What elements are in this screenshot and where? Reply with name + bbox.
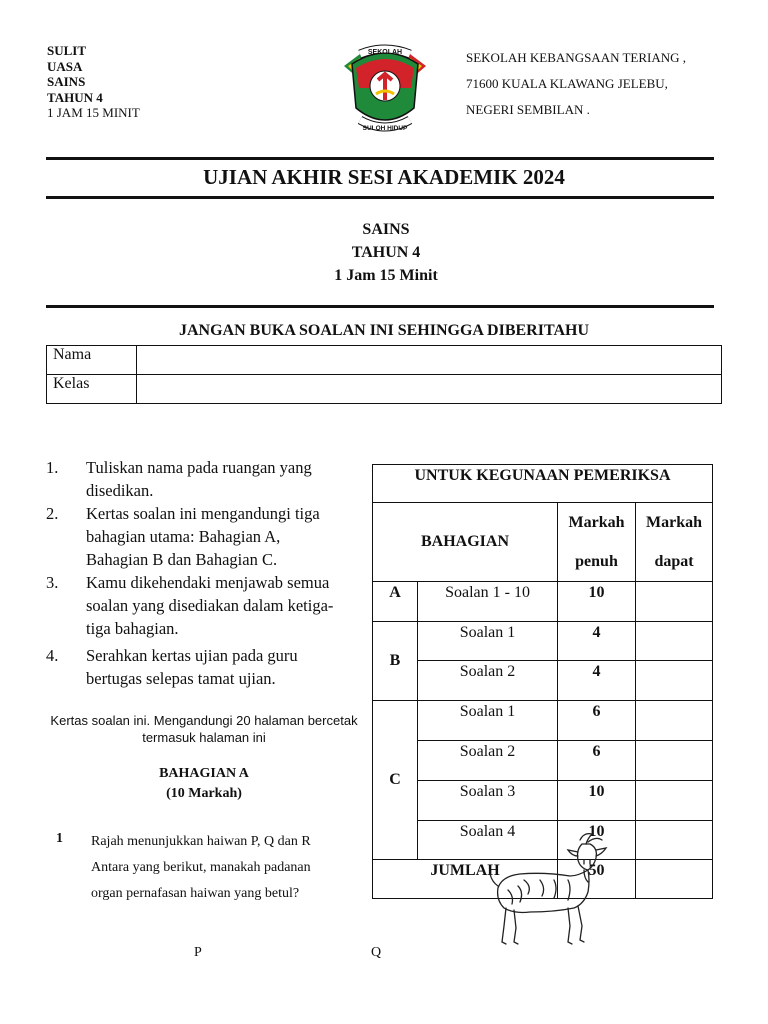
school-state: NEGERI SEMBILAN .	[466, 102, 590, 117]
label-p: P	[194, 945, 202, 960]
marks-table-title: UNTUK KEGUNAAN PEMERIKSA	[373, 465, 713, 503]
obtained-mark-field[interactable]	[636, 582, 713, 622]
instruction-item	[46, 502, 346, 571]
instruction-number: 1.	[46, 458, 59, 477]
question-label: Soalan 2	[418, 661, 558, 701]
question-line: organ pernafasan haiwan yang betul?	[91, 886, 300, 901]
question-label: Soalan 1 - 10	[418, 582, 558, 622]
full-mark: 4	[558, 622, 636, 661]
instruction-item	[46, 571, 346, 640]
full-mark: 10	[558, 582, 636, 622]
rule-title-bottom	[46, 196, 714, 199]
header-duration: 1 JAM 15 MINIT	[47, 105, 140, 120]
logo-bottom-text: SULOH HIDUP	[362, 125, 408, 132]
class-field[interactable]	[137, 375, 722, 404]
school-postcode: 71600 KUALA KLAWANG JELEBU,	[466, 76, 668, 91]
school-name: SEKOLAH KEBANGSAAN TERIANG ,	[466, 50, 687, 65]
logo-top-text: SEKOLAH	[367, 49, 403, 56]
obtained-mark-field[interactable]	[636, 781, 713, 821]
header-left	[47, 43, 140, 121]
name-label: Nama	[47, 346, 137, 375]
col-got-header	[636, 503, 713, 582]
instruction-number: 4.	[46, 646, 59, 665]
section-a-label: A	[373, 582, 418, 622]
instruction-item	[46, 456, 346, 502]
header-sulit: SULIT	[47, 43, 87, 58]
rule-subject-bottom	[46, 305, 714, 308]
col-full-header-line: penuh	[575, 553, 618, 570]
section-marks: (10 Markah)	[166, 786, 242, 801]
section-c-label: C	[373, 701, 418, 860]
obtained-mark-field[interactable]	[636, 622, 713, 661]
col-full-header	[558, 503, 636, 582]
full-mark: 10	[558, 781, 636, 821]
question-text	[91, 829, 351, 907]
instruction-text: Tuliskan nama pada ruangan yang disedikan.	[86, 458, 312, 500]
question-label: Soalan 1	[418, 622, 558, 661]
full-mark: 6	[558, 741, 636, 781]
section-title: BAHAGIAN A	[159, 766, 249, 781]
name-field[interactable]	[137, 346, 722, 375]
instruction-text: Serahkan kertas ujian pada guru bertugas selepas tamat ujian.	[86, 646, 298, 688]
subject-year: TAHUN 4	[351, 244, 421, 261]
question-label: Soalan 2	[418, 741, 558, 781]
question-line: Rajah menunjukkan haiwan P, Q dan R	[91, 834, 311, 849]
question-label: Soalan 1	[418, 701, 558, 741]
warning-text: JANGAN BUKA SOALAN INI SEHINGGA DIBERITAHU	[179, 322, 589, 339]
col-section-header: BAHAGIAN	[373, 503, 558, 582]
question-line: Antara yang berikut, manakah padanan	[91, 860, 311, 875]
header-year: TAHUN 4	[47, 89, 103, 105]
total-mark: 50	[558, 860, 636, 899]
school-address	[466, 45, 686, 123]
question-label: Soalan 3	[418, 781, 558, 821]
header-code: UASA	[47, 58, 83, 74]
obtained-mark-field[interactable]	[636, 661, 713, 701]
total-obtained-field[interactable]	[636, 860, 713, 899]
goat-illustration	[484, 830, 624, 950]
full-mark: 10	[558, 821, 636, 860]
subject-name: SAINS	[362, 221, 410, 238]
total-label: JUMLAH	[373, 860, 558, 899]
instruction-item	[46, 644, 346, 690]
obtained-mark-field[interactable]	[636, 701, 713, 741]
col-got-header-line: dapat	[654, 553, 694, 570]
instruction-text: Kertas soalan ini mengandungi tiga bahagian utama: Bahagian A, Bahagian B dan Bahagian C.	[86, 504, 320, 569]
instructions-list	[46, 456, 346, 690]
instruction-number: 3.	[46, 573, 59, 592]
instruction-number: 2.	[46, 504, 59, 523]
question-label: Soalan 4	[418, 821, 558, 860]
rule-top	[46, 157, 714, 160]
page-count-note: Kertas soalan ini. Mengandungi 20 halaman bercetak termasuk halaman ini	[50, 713, 358, 745]
col-got-header-line: Markah	[646, 514, 702, 531]
header-subject: SAINS	[47, 74, 86, 89]
label-q: Q	[371, 945, 382, 960]
instruction-text: Kamu dikehendaki menjawab semua soalan yang disediakan dalam ketiga-tiga bahagian.	[86, 573, 334, 638]
exam-title: UJIAN AKHIR SESI AKADEMIK 2024	[203, 165, 565, 189]
full-mark: 4	[558, 661, 636, 701]
obtained-mark-field[interactable]	[636, 821, 713, 860]
section-b-label: B	[373, 622, 418, 701]
full-mark: 6	[558, 701, 636, 741]
class-label: Kelas	[47, 375, 137, 404]
col-full-header-line: Markah	[568, 514, 625, 531]
obtained-mark-field[interactable]	[636, 741, 713, 781]
subject-duration: 1 Jam 15 Minit	[334, 267, 438, 284]
identity-table	[46, 345, 722, 404]
school-logo	[338, 44, 432, 134]
question-number: 1	[56, 831, 63, 846]
